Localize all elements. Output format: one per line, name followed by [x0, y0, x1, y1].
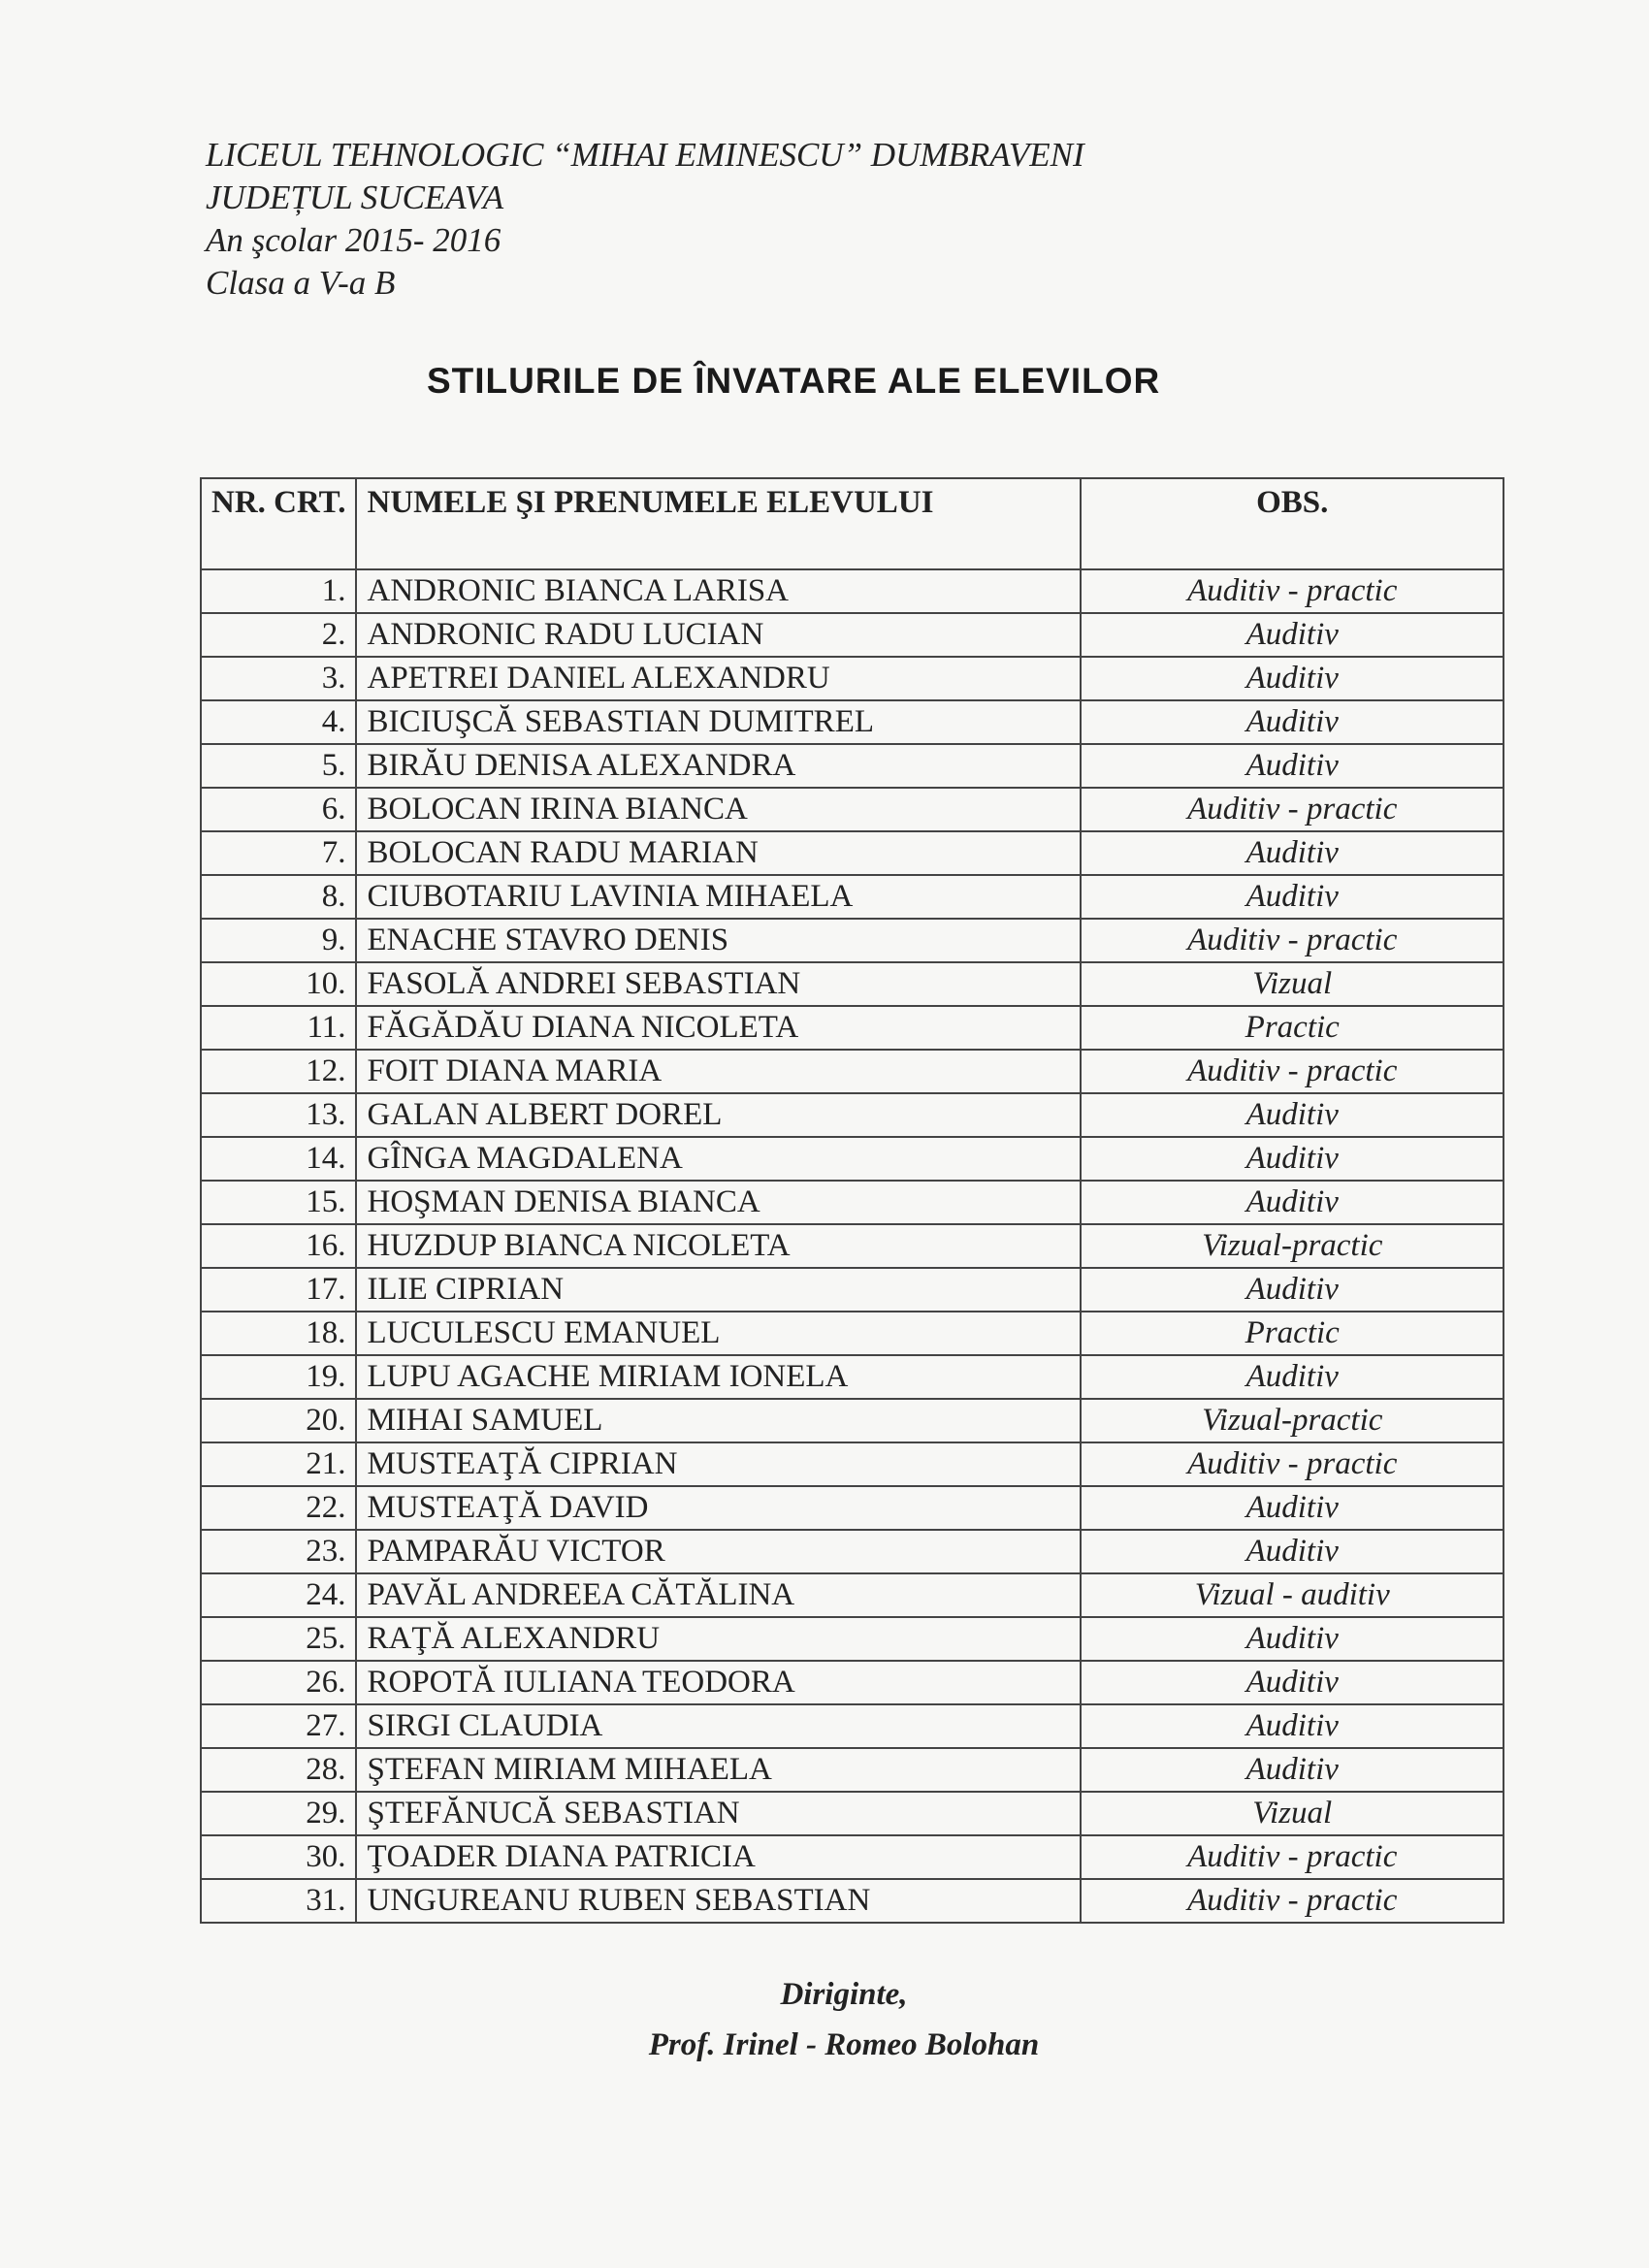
learning-style: Auditiv [1081, 831, 1504, 875]
student-name: BOLOCAN RADU MARIAN [356, 831, 1081, 875]
header-nr: NR. CRT. [201, 478, 356, 569]
learning-style: Vizual - auditiv [1081, 1573, 1504, 1617]
learning-style: Auditiv - practic [1081, 1835, 1504, 1879]
table-row [201, 1530, 1504, 1573]
table-row [201, 1835, 1504, 1879]
learning-style: Vizual [1081, 1792, 1504, 1835]
document-title: STILURILE DE ÎNVATARE ALE ELEVILOR [427, 361, 1161, 401]
row-number: 23. [201, 1530, 356, 1573]
table-row [201, 1093, 1504, 1137]
table-row [201, 1748, 1504, 1792]
table-row [201, 657, 1504, 700]
learning-style: Auditiv - practic [1081, 1879, 1504, 1923]
learning-style: Auditiv - practic [1081, 1442, 1504, 1486]
row-number: 27. [201, 1704, 356, 1748]
signature-name: Prof. Irinel - Romeo Bolohan [648, 2027, 1040, 2062]
student-name: FOIT DIANA MARIA [356, 1050, 1081, 1093]
table-row [201, 1617, 1504, 1661]
learning-style: Auditiv - practic [1081, 1050, 1504, 1093]
student-name: RAŢĂ ALEXANDRU [356, 1617, 1081, 1661]
student-name: GÎNGA MAGDALENA [356, 1137, 1081, 1181]
table-row [201, 1486, 1504, 1530]
row-number: 10. [201, 962, 356, 1006]
student-name: FASOLĂ ANDREI SEBASTIAN [356, 962, 1081, 1006]
signature-role: Diriginte, [780, 1977, 908, 2012]
table-row [201, 744, 1504, 788]
student-name: FĂGĂDĂU DIANA NICOLETA [356, 1006, 1081, 1050]
table-row [201, 1224, 1504, 1268]
student-name: HUZDUP BIANCA NICOLETA [356, 1224, 1081, 1268]
table-row [201, 1792, 1504, 1835]
row-number: 7. [201, 831, 356, 875]
student-name: PAVĂL ANDREEA CĂTĂLINA [356, 1573, 1081, 1617]
table-row [201, 962, 1504, 1006]
table-row [201, 788, 1504, 831]
county-name: JUDEȚUL SUCEAVA [206, 178, 504, 216]
student-name: ANDRONIC RADU LUCIAN [356, 613, 1081, 657]
student-name: CIUBOTARIU LAVINIA MIHAELA [356, 875, 1081, 919]
table-row [201, 613, 1504, 657]
learning-style: Practic [1081, 1006, 1504, 1050]
student-name: UNGUREANU RUBEN SEBASTIAN [356, 1879, 1081, 1923]
learning-style: Auditiv [1081, 700, 1504, 744]
student-name: ROPOTĂ IULIANA TEODORA [356, 1661, 1081, 1704]
row-number: 29. [201, 1792, 356, 1835]
row-number: 3. [201, 657, 356, 700]
row-number: 6. [201, 788, 356, 831]
row-number: 18. [201, 1312, 356, 1355]
row-number: 2. [201, 613, 356, 657]
row-number: 15. [201, 1181, 356, 1224]
student-name: ŢOADER DIANA PATRICIA [356, 1835, 1081, 1879]
row-number: 14. [201, 1137, 356, 1181]
row-number: 12. [201, 1050, 356, 1093]
student-name: ANDRONIC BIANCA LARISA [356, 569, 1081, 613]
student-name: BIRĂU DENISA ALEXANDRA [356, 744, 1081, 788]
row-number: 1. [201, 569, 356, 613]
learning-style: Auditiv [1081, 613, 1504, 657]
student-name: ŞTEFĂNUCĂ SEBASTIAN [356, 1792, 1081, 1835]
learning-style: Vizual [1081, 962, 1504, 1006]
table-row [201, 919, 1504, 962]
row-number: 28. [201, 1748, 356, 1792]
table-row [201, 875, 1504, 919]
student-name: BICIUŞCĂ SEBASTIAN DUMITREL [356, 700, 1081, 744]
row-number: 11. [201, 1006, 356, 1050]
table-header-row [201, 478, 1504, 569]
learning-style: Auditiv [1081, 657, 1504, 700]
header-obs: OBS. [1081, 478, 1504, 569]
table-row [201, 831, 1504, 875]
row-number: 25. [201, 1617, 356, 1661]
learning-style: Auditiv - practic [1081, 569, 1504, 613]
table-row [201, 1399, 1504, 1442]
row-number: 16. [201, 1224, 356, 1268]
student-name: MIHAI SAMUEL [356, 1399, 1081, 1442]
students-table [200, 477, 1504, 1924]
row-number: 24. [201, 1573, 356, 1617]
learning-style: Auditiv [1081, 1486, 1504, 1530]
table-row [201, 700, 1504, 744]
table-row [201, 1879, 1504, 1923]
table-body [201, 569, 1504, 1923]
student-name: MUSTEAŢĂ DAVID [356, 1486, 1081, 1530]
learning-style: Auditiv - practic [1081, 919, 1504, 962]
row-number: 8. [201, 875, 356, 919]
table-row [201, 1704, 1504, 1748]
row-number: 9. [201, 919, 356, 962]
student-name: SIRGI CLAUDIA [356, 1704, 1081, 1748]
student-name: PAMPARĂU VICTOR [356, 1530, 1081, 1573]
table-row [201, 569, 1504, 613]
learning-style: Vizual-practic [1081, 1399, 1504, 1442]
table-row [201, 1006, 1504, 1050]
learning-style: Auditiv [1081, 1704, 1504, 1748]
table-row [201, 1181, 1504, 1224]
table-row [201, 1137, 1504, 1181]
row-number: 20. [201, 1399, 356, 1442]
student-name: MUSTEAŢĂ CIPRIAN [356, 1442, 1081, 1486]
learning-style: Auditiv - practic [1081, 788, 1504, 831]
school-year: An şcolar 2015- 2016 [206, 221, 501, 259]
learning-style: Auditiv [1081, 1093, 1504, 1137]
learning-style: Auditiv [1081, 1748, 1504, 1792]
learning-style: Auditiv [1081, 744, 1504, 788]
table-row [201, 1268, 1504, 1312]
student-name: BOLOCAN IRINA BIANCA [356, 788, 1081, 831]
student-name: LUPU AGACHE MIRIAM IONELA [356, 1355, 1081, 1399]
learning-style: Auditiv [1081, 875, 1504, 919]
row-number: 4. [201, 700, 356, 744]
learning-style: Auditiv [1081, 1268, 1504, 1312]
header-name: NUMELE ŞI PRENUMELE ELEVULUI [356, 478, 1081, 569]
row-number: 31. [201, 1879, 356, 1923]
learning-style: Practic [1081, 1312, 1504, 1355]
class-name: Clasa a V-a B [206, 264, 396, 302]
table-row [201, 1442, 1504, 1486]
student-name: ŞTEFAN MIRIAM MIHAELA [356, 1748, 1081, 1792]
row-number: 19. [201, 1355, 356, 1399]
learning-style: Vizual-practic [1081, 1224, 1504, 1268]
student-name: LUCULESCU EMANUEL [356, 1312, 1081, 1355]
table-row [201, 1312, 1504, 1355]
student-name: ILIE CIPRIAN [356, 1268, 1081, 1312]
row-number: 5. [201, 744, 356, 788]
school-name: LICEUL TEHNOLOGIC “MIHAI EMINESCU” DUMBRAVENI [206, 136, 1084, 174]
learning-style: Auditiv [1081, 1181, 1504, 1224]
row-number: 30. [201, 1835, 356, 1879]
learning-style: Auditiv [1081, 1530, 1504, 1573]
row-number: 13. [201, 1093, 356, 1137]
student-name: HOŞMAN DENISA BIANCA [356, 1181, 1081, 1224]
learning-style: Auditiv [1081, 1617, 1504, 1661]
table-row [201, 1355, 1504, 1399]
table-row [201, 1050, 1504, 1093]
document-header [206, 134, 1084, 305]
row-number: 26. [201, 1661, 356, 1704]
table-row [201, 1661, 1504, 1704]
student-name: GALAN ALBERT DOREL [356, 1093, 1081, 1137]
row-number: 21. [201, 1442, 356, 1486]
row-number: 17. [201, 1268, 356, 1312]
student-name: ENACHE STAVRO DENIS [356, 919, 1081, 962]
row-number: 22. [201, 1486, 356, 1530]
learning-style: Auditiv [1081, 1661, 1504, 1704]
student-name: APETREI DANIEL ALEXANDRU [356, 657, 1081, 700]
signature-block [601, 1969, 1086, 2070]
table-row [201, 1573, 1504, 1617]
learning-style: Auditiv [1081, 1355, 1504, 1399]
learning-style: Auditiv [1081, 1137, 1504, 1181]
